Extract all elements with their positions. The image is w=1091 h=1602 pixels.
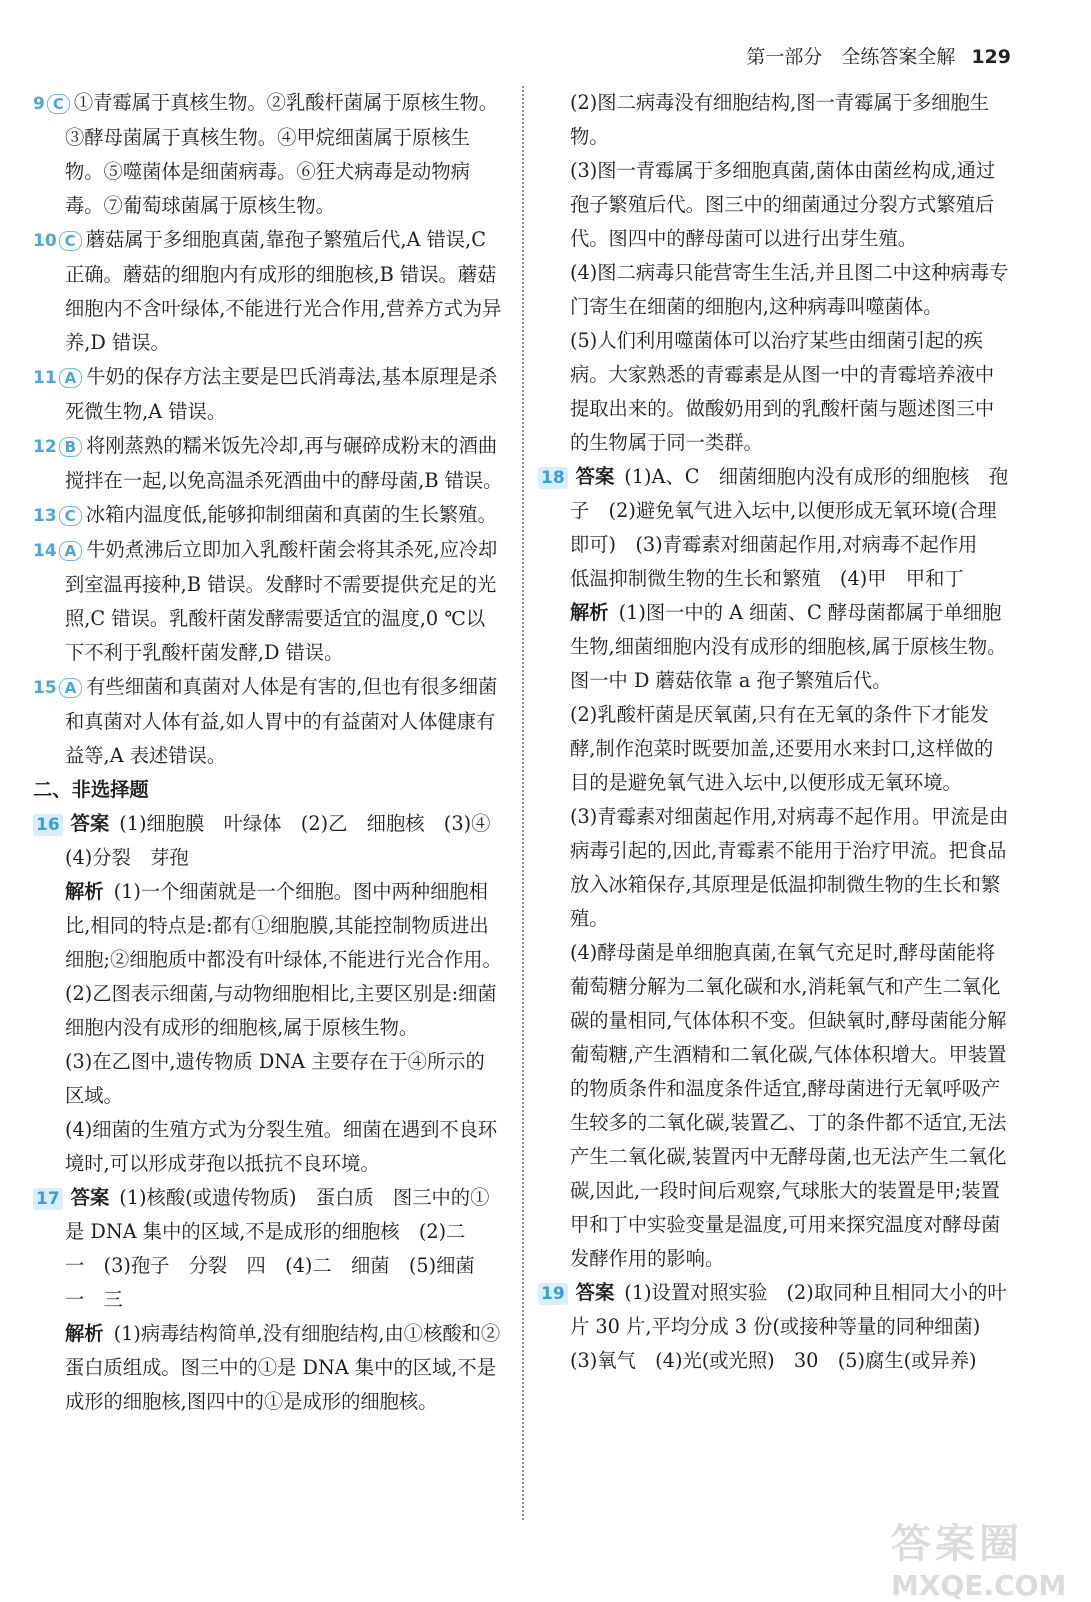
watermark-text: 答案圈: [891, 1521, 1023, 1567]
explain-keyword: 解析: [570, 601, 609, 624]
answer-text: (1)细胞膜 叶绿体 (2)乙 细胞核 (3)④ (4)分裂 芽孢: [65, 812, 510, 869]
explain-para: (2)乳酸杆菌是厌氧菌,只有在无氧的条件下才能发酵,制作泡菜时既要加盖,还要用水来封口,这样做的目的是避免氧气进入坛中,以便形成无氧环境。: [570, 703, 994, 794]
answer-text: 将刚蒸熟的糯米饭先冷却,再与碾碎成粉末的酒曲搅拌在一起,以免高温杀死酒曲中的酵母菌,B 错误。: [65, 434, 503, 492]
explain-keyword: 解析: [65, 880, 104, 903]
answer-keyword: 答案: [575, 465, 615, 488]
explain-para: (2)图二病毒没有细胞结构,图一青霉属于多细胞生物。: [570, 91, 990, 148]
column-divider: [522, 86, 524, 1520]
question-badge: 15 A: [33, 671, 82, 705]
answer-item-9: [33, 86, 503, 223]
explain-para: (4)图二病毒只能营寄生生活,并且图二中这种病毒专门寄生在细菌的细胞内,这种病毒叫噬菌体。: [570, 261, 1009, 318]
explain-para: (1)病毒结构简单,没有细胞结构,由①核酸和②蛋白质组成。图三中的①是 DNA 集中的区域,不是成形的细胞核,图四中的①是成形的细胞核。: [65, 1322, 501, 1413]
answer-text: 蘑菇属于多细胞真菌,靠孢子繁殖后代,A 错误,C 正确。蘑菇的细胞内有成形的细胞核,B 错误。蘑菇细胞内不含叶绿体,不能进行光合作用,营养方式为异养,D 错误。: [65, 228, 502, 354]
explanation-17-continued: [538, 86, 1011, 460]
left-column: [33, 86, 510, 1419]
explain-keyword: 解析: [65, 1322, 104, 1345]
question-badge: 10 C: [33, 224, 82, 258]
answer-item-10: [33, 223, 503, 360]
explain-para: (4)细菌的生殖方式为分裂生殖。细菌在遇到不良环境时,可以形成芽孢以抵抗不良环境。: [65, 1118, 498, 1175]
answer-item-12: [33, 429, 503, 498]
answer-item-16: [33, 807, 510, 875]
answer-item-18: [538, 460, 1011, 596]
explain-para: (3)在乙图中,遗传物质 DNA 主要存在于④所示的区域。: [65, 1050, 485, 1107]
question-badge: 14 A: [33, 534, 82, 568]
explain-para: (3)图一青霉属于多细胞真菌,菌体由菌丝构成,通过孢子繁殖后代。图三中的细菌通过分裂方式繁殖后代。图四中的酵母菌可以进行出芽生殖。: [570, 159, 996, 250]
explain-para: (4)酵母菌是单细胞真菌,在氧气充足时,酵母菌能将葡萄糖分解为二氧化碳和水,消耗氧气和产生二氧化碳的量相同,气体体积不变。但缺氧时,酵母菌能分解葡萄糖,产生酒精和二氧化碳,气体体积增大。甲装置的物质条件和温度条件适宜,酵母菌进行无氧呼吸产生较多的二氧化碳,装置乙、丁的条件都不适宜,无法产生二氧化碳,装置丙中无酵母菌,也无法产生二氧化碳,因此,一段时间后观察,气球胀大的装置是甲;装置甲和丁中实验变量是温度,可用来探究温度对酵母菌发酵作用的影响。: [570, 941, 1007, 1270]
question-badge: 12 B: [33, 430, 82, 464]
answer-text: 牛奶的保存方法主要是巴氏消毒法,基本原理是杀死微生物,A 错误。: [65, 365, 498, 423]
answer-keyword: 答案: [70, 812, 110, 835]
answer-item-11: [33, 360, 503, 429]
question-badge: 9 C: [33, 87, 70, 121]
answer-text: 牛奶煮沸后立即加入乳酸杆菌会将其杀死,应冷却到室温再接种,B 错误。发酵时不需要提供充足的光照,C 错误。乳酸杆菌发酵需要适宜的温度,0 ℃以下不利于乳酸杆菌发酵,D 错误。: [65, 538, 498, 664]
explain-para: (5)人们利用噬菌体可以治疗某些由细菌引起的疾病。大家熟悉的青霉素是从图一中的青霉培养液中提取出来的。做酸奶用到的乳酸杆菌与题述图三中的生物属于同一类群。: [570, 329, 995, 454]
answer-keyword: 答案: [575, 1281, 615, 1304]
question-badge: 13 C: [33, 499, 82, 533]
header-title: 第一部分 全练答案全解: [746, 46, 956, 68]
answer-keyword: 答案: [70, 1186, 110, 1209]
explain-para: (1)图一中的 A 细菌、C 酵母菌都属于单细胞生物,细菌细胞内没有成形的细胞核,属于原核生物。图一中 D 蘑菇依靠 a 孢子繁殖后代。: [570, 601, 1007, 692]
answer-text: (1)A、C 细菌细胞内没有成形的细胞核 孢子 (2)避免氧气进入坛中,以便形成无氧环境(合理即可) (3)青霉素对细菌起作用,对病毒不起作用 低温抑制微生物的生长和繁殖 (4)甲 甲和丁: [570, 465, 1009, 590]
explain-para: (2)乙图表示细菌,与动物细胞相比,主要区别是:细菌细胞内没有成形的细胞核,属于原核生物。: [65, 982, 497, 1039]
answer-text: (1)设置对照实验 (2)取同种且相同大小的叶片 30 片,平均分成 3 份(或接种等量的同种细菌) (3)氧气 (4)光(或光照) 30 (5)腐生(或异养): [570, 1281, 1007, 1372]
answer-text: 冰箱内温度低,能够抑制细菌和真菌的生长繁殖。: [85, 503, 497, 526]
answer-text: ①青霉属于真核生物。②乳酸杆菌属于原核生物。③酵母菌属于真核生物。④甲烷细菌属于原核生物。⑤噬菌体是细菌病毒。⑥狂犬病毒是动物病毒。⑦葡萄球菌属于原核生物。: [65, 91, 499, 217]
answer-item-17: [33, 1181, 503, 1317]
page-header: [746, 42, 1011, 69]
explain-para: (3)青霉素对细菌起作用,对病毒不起作用。甲流是由病毒引起的,因此,青霉素不能用于治疗甲流。把食品放入冰箱保存,其原理是低温抑制微生物的生长和繁殖。: [570, 805, 1009, 930]
explanation-17: [33, 1317, 503, 1419]
answer-item-19: [538, 1276, 1011, 1378]
watermark-url: MXQE.COM: [891, 1569, 1067, 1602]
question-number: 17: [33, 1188, 63, 1210]
answer-text: (1)核酸(或遗传物质) 蛋白质 图三中的①是 DNA 集中的区域,不是成形的细胞核 (2)二 一 (3)孢子 分裂 四 (4)二 细菌 (5)细菌 一 三: [65, 1186, 494, 1311]
section-heading: 二、非选择题: [33, 778, 149, 801]
question-number: 18: [538, 467, 568, 489]
answer-text: 有些细菌和真菌对人体是有害的,但也有很多细菌和真菌对人体有益,如人胃中的有益菌对人体健康有益等,A 表述错误。: [65, 675, 498, 767]
watermark-logo: [891, 1512, 1071, 1602]
question-number: 16: [33, 814, 63, 836]
question-badge: 11 A: [33, 361, 82, 395]
explanation-18: [538, 596, 1011, 1276]
right-column: [538, 86, 1011, 1378]
answer-item-15: [33, 670, 503, 773]
answer-item-14: [33, 533, 503, 670]
page-number: 129: [971, 46, 1011, 68]
explanation-16: [33, 875, 503, 1181]
question-number: 19: [538, 1283, 568, 1305]
explain-para: (1)一个细菌就是一个细胞。图中两种细胞相比,相同的特点是:都有①细胞膜,其能控制物质进出细胞;②细胞质中都没有叶绿体,不能进行光合作用。: [65, 880, 502, 971]
answer-item-13: [33, 498, 503, 533]
